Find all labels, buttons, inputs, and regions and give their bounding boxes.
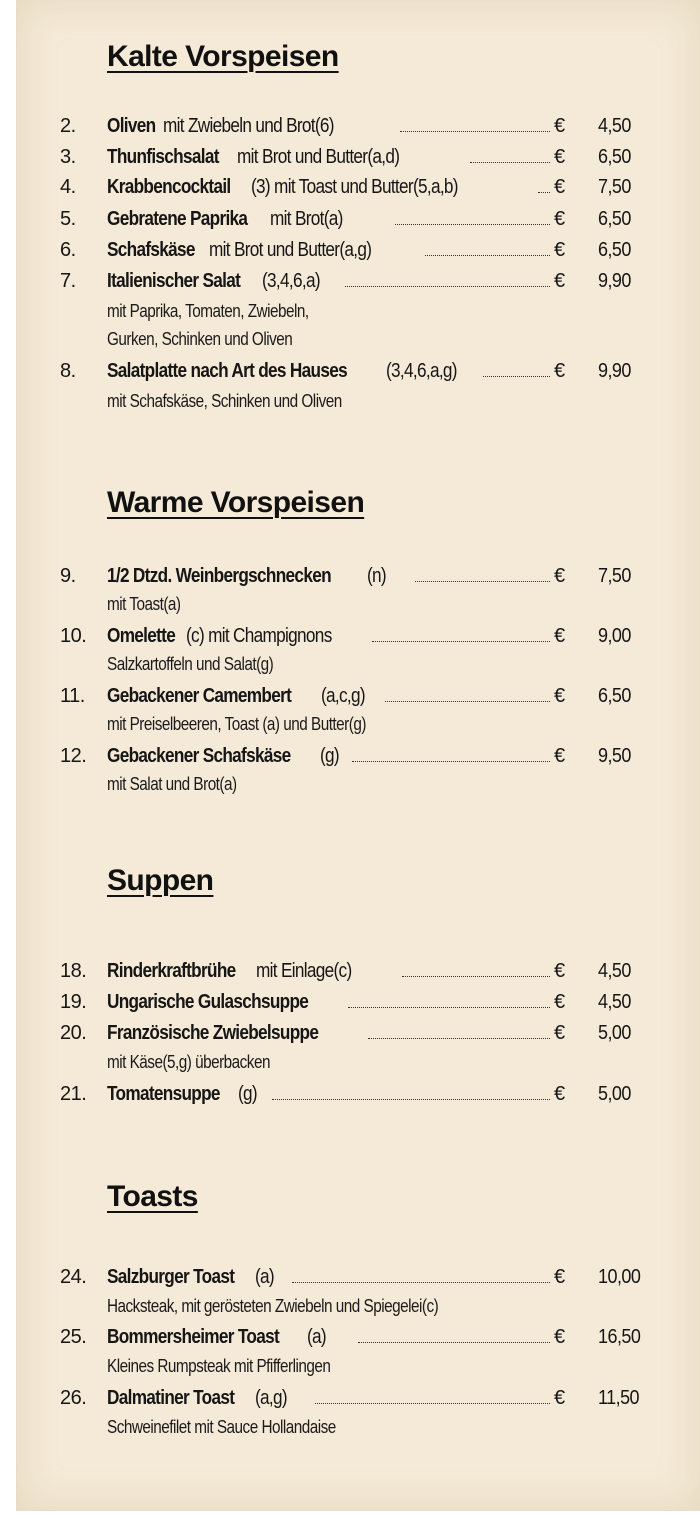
- currency-symbol: €: [554, 1266, 566, 1288]
- item-number: 6.: [60, 239, 76, 261]
- currency-symbol: €: [554, 239, 566, 261]
- item-description: mit Einlage(c): [256, 960, 352, 982]
- item-description: (a): [307, 1326, 327, 1348]
- item-number: 18.: [60, 960, 87, 982]
- item-number: 11.: [60, 685, 85, 707]
- item-description: (3,4,6,a): [261, 270, 320, 292]
- item-number: 26.: [60, 1387, 87, 1409]
- item-detail: mit Salat und Brot(a): [107, 774, 237, 794]
- menu-item: [60, 621, 660, 651]
- item-price: 5,00: [598, 1022, 631, 1044]
- item-name: Salzburger Toast: [107, 1266, 235, 1288]
- dot-leader: [292, 1282, 550, 1283]
- item-number: 2.: [60, 115, 76, 137]
- currency-symbol: €: [554, 625, 566, 647]
- item-price: 6,50: [598, 685, 631, 707]
- menu-item: [60, 356, 660, 386]
- dot-leader: [348, 1007, 550, 1008]
- dot-leader: [315, 1403, 550, 1404]
- item-description: mit Brot(a): [270, 208, 343, 230]
- menu-item: [60, 142, 660, 172]
- menu-item: [60, 1079, 660, 1109]
- item-price: 6,50: [598, 146, 631, 168]
- item-name: Französische Zwiebelsuppe: [107, 1022, 319, 1044]
- dot-leader: [470, 162, 550, 163]
- currency-symbol: €: [554, 685, 566, 707]
- item-name: Thunfischsalat: [107, 146, 219, 168]
- item-name: Gebratene Paprika: [107, 208, 248, 230]
- currency-symbol: €: [554, 565, 566, 587]
- item-number: 3.: [60, 146, 76, 168]
- item-detail: Schweinefilet mit Sauce Hollandaise: [107, 1417, 336, 1437]
- menu-item: [60, 235, 660, 265]
- item-name: Tomatensuppe: [107, 1083, 220, 1105]
- item-name: Krabbencocktail: [107, 176, 231, 198]
- currency-symbol: €: [554, 1387, 566, 1409]
- item-number: 4.: [60, 176, 76, 198]
- section-title-kalte-vorspeisen: Kalte Vorspeisen: [107, 40, 339, 73]
- item-price: 10,00: [598, 1266, 641, 1288]
- item-price: 9,90: [598, 360, 631, 382]
- item-price: 4,50: [598, 991, 631, 1013]
- item-price: 6,50: [598, 208, 631, 230]
- menu-item: [60, 1262, 660, 1292]
- item-price: 7,50: [598, 176, 631, 198]
- item-description: (n): [367, 565, 387, 587]
- item-detail: mit Preiselbeeren, Toast (a) und Butter(g): [107, 714, 366, 734]
- currency-symbol: €: [554, 1083, 566, 1105]
- currency-symbol: €: [554, 1326, 566, 1348]
- item-price: 9,90: [598, 270, 631, 292]
- item-detail: mit Schafskäse, Schinken und Oliven: [107, 391, 342, 411]
- dot-leader: [358, 1342, 550, 1343]
- currency-symbol: €: [554, 176, 566, 198]
- item-name: Italienischer Salat: [107, 270, 241, 292]
- menu-item: [60, 266, 660, 296]
- dot-leader: [395, 224, 550, 225]
- item-price: 9,00: [598, 625, 631, 647]
- item-detail: Gurken, Schinken und Oliven: [107, 329, 293, 349]
- dot-leader: [352, 761, 550, 762]
- item-number: 25.: [60, 1326, 87, 1348]
- item-name: Omelette: [107, 625, 176, 647]
- item-name: 1/2 Dtzd. Weinbergschnecken: [107, 565, 331, 587]
- section-title-warme-vorspeisen: Warme Vorspeisen: [107, 486, 365, 519]
- item-description: (a,g): [254, 1387, 287, 1409]
- dot-leader: [372, 641, 550, 642]
- item-number: 19.: [60, 991, 87, 1013]
- item-detail: mit Toast(a): [107, 594, 181, 614]
- item-name: Salatplatte nach Art des Hauses: [107, 360, 347, 382]
- menu-item: [60, 681, 660, 711]
- item-number: 21.: [60, 1083, 87, 1105]
- item-detail: mit Paprika, Tomaten, Zwiebeln,: [107, 301, 309, 321]
- item-description: (c) mit Champignons: [186, 625, 332, 647]
- item-price: 6,50: [598, 239, 631, 261]
- item-description: (g): [238, 1083, 258, 1105]
- currency-symbol: €: [554, 360, 566, 382]
- dot-leader: [415, 581, 550, 582]
- dot-leader: [272, 1099, 550, 1100]
- currency-symbol: €: [554, 1022, 566, 1044]
- item-name: Bommersheimer Toast: [107, 1326, 280, 1348]
- item-number: 8.: [60, 360, 76, 382]
- currency-symbol: €: [554, 745, 566, 767]
- item-number: 10.: [60, 625, 87, 647]
- item-price: 9,50: [598, 745, 631, 767]
- menu-item: [60, 741, 660, 771]
- dot-leader: [425, 255, 550, 256]
- item-number: 7.: [60, 270, 76, 292]
- item-name: Oliven: [107, 115, 156, 137]
- currency-symbol: €: [554, 146, 566, 168]
- dot-leader: [538, 192, 550, 193]
- item-name: Gebackener Schafskäse: [107, 745, 291, 767]
- item-name: Rinderkraftbrühe: [107, 960, 236, 982]
- dot-leader: [483, 376, 550, 377]
- item-price: 16,50: [598, 1326, 641, 1348]
- item-detail: Hacksteak, mit gerösteten Zwiebeln und Spiegelei(c): [107, 1296, 439, 1316]
- item-name: Dalmatiner Toast: [107, 1387, 235, 1409]
- menu-item: [60, 172, 660, 202]
- item-number: 24.: [60, 1266, 87, 1288]
- item-description: (a): [254, 1266, 274, 1288]
- item-name: Ungarische Gulaschsuppe: [107, 991, 309, 1013]
- menu-item: [60, 956, 660, 986]
- currency-symbol: €: [554, 208, 566, 230]
- item-description: mit Brot und Butter(a,d): [236, 146, 400, 168]
- item-description: (3) mit Toast und Butter(5,a,b): [250, 176, 458, 198]
- item-price: 11,50: [598, 1387, 640, 1409]
- currency-symbol: €: [554, 991, 566, 1013]
- menu-item: [60, 1322, 660, 1352]
- currency-symbol: €: [554, 270, 566, 292]
- item-description: mit Brot und Butter(a,g): [209, 239, 372, 261]
- item-description: (3,4,6,a,g): [386, 360, 457, 382]
- menu-item: [60, 1018, 660, 1048]
- menu-item: [60, 987, 660, 1017]
- item-name: Gebackener Camembert: [107, 685, 292, 707]
- menu-item: [60, 561, 660, 591]
- item-description: mit Zwiebeln und Brot(6): [163, 115, 335, 137]
- item-price: 4,50: [598, 115, 631, 137]
- item-number: 20.: [60, 1022, 87, 1044]
- item-detail: mit Käse(5,g) überbacken: [107, 1052, 270, 1072]
- currency-symbol: €: [554, 960, 566, 982]
- menu-item: [60, 204, 660, 234]
- dot-leader: [402, 976, 550, 977]
- item-description: (g): [320, 745, 340, 767]
- dot-leader: [368, 1038, 550, 1039]
- section-title-toasts: Toasts: [107, 1180, 198, 1213]
- item-description: (a,c,g): [321, 685, 366, 707]
- item-number: 12.: [60, 745, 87, 767]
- dot-leader: [400, 131, 550, 132]
- dot-leader: [345, 286, 550, 287]
- item-detail: Salzkartoffeln und Salat(g): [107, 654, 274, 674]
- menu-item: [60, 111, 660, 141]
- item-price: 7,50: [598, 565, 631, 587]
- currency-symbol: €: [554, 115, 566, 137]
- item-price: 4,50: [598, 960, 631, 982]
- item-number: 9.: [60, 565, 76, 587]
- item-price: 5,00: [598, 1083, 631, 1105]
- dot-leader: [385, 701, 550, 702]
- item-detail: Kleines Rumpsteak mit Pfifferlingen: [107, 1356, 331, 1376]
- item-name: Schafskäse: [107, 239, 195, 261]
- item-number: 5.: [60, 208, 76, 230]
- section-title-suppen: Suppen: [107, 864, 214, 897]
- menu-item: [60, 1383, 660, 1413]
